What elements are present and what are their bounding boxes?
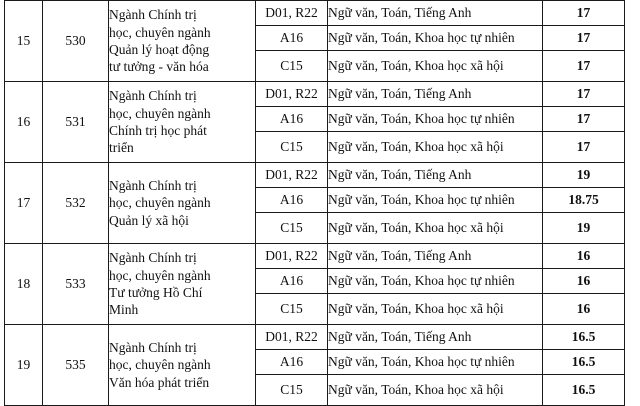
cell-benchmark-score: 16 (543, 244, 625, 269)
cell-subjects: Ngữ văn, Toán, Tiếng Anh (328, 325, 543, 350)
cell-benchmark-score: 17 (543, 1, 625, 26)
cell-subjects: Ngữ văn, Toán, Khoa học xã hội (328, 294, 543, 325)
cell-subjects: Ngữ văn, Toán, Khoa học xã hội (328, 132, 543, 163)
cell-stt: 19 (5, 325, 43, 406)
cell-stt: 16 (5, 82, 43, 163)
major-name-line: Quản lý hoạt động (109, 42, 210, 57)
cell-subject-block: C15 (256, 213, 328, 244)
cell-subject-block: C15 (256, 375, 328, 406)
cell-major-name (109, 244, 256, 325)
cell-subject-block: D01, R22 (256, 244, 328, 269)
cell-major-code: 532 (43, 163, 109, 244)
cell-major-code: 535 (43, 325, 109, 406)
cell-subjects: Ngữ văn, Toán, Khoa học tự nhiên (328, 188, 543, 213)
cell-subjects: Ngữ văn, Toán, Tiếng Anh (328, 244, 543, 269)
cell-subjects: Ngữ văn, Toán, Khoa học xã hội (328, 51, 543, 82)
cell-subject-block: C15 (256, 51, 328, 82)
cell-subjects: Ngữ văn, Toán, Tiếng Anh (328, 1, 543, 26)
major-name-line: Quản lý xã hội (109, 212, 189, 228)
cell-subjects: Ngữ văn, Toán, Khoa học tự nhiên (328, 269, 543, 294)
cell-benchmark-score: 16 (543, 269, 625, 294)
cell-benchmark-score: 16 (543, 294, 625, 325)
cell-major-name (109, 82, 256, 163)
major-name-line: học, chuyên ngành (109, 267, 211, 283)
major-name-line: học, chuyên ngành (109, 357, 211, 373)
table-row (5, 244, 625, 269)
cell-major-code: 531 (43, 82, 109, 163)
major-name-line: Minh (109, 302, 139, 318)
cell-subject-block: A16 (256, 269, 328, 294)
major-name-line: tư tưởng - văn hóa (109, 59, 209, 75)
major-name-line: Ngành Chính trị (109, 88, 197, 104)
cell-subject-block: A16 (256, 107, 328, 132)
cell-subject-block: A16 (256, 350, 328, 375)
cell-benchmark-score: 17 (543, 132, 625, 163)
cell-major-code: 533 (43, 244, 109, 325)
major-name-line: Ngành Chính trị (109, 7, 197, 23)
cell-major-name (109, 325, 256, 406)
major-name-line: Văn hóa phát triển (109, 374, 210, 390)
cell-benchmark-score: 17 (543, 26, 625, 51)
cell-benchmark-score: 17 (543, 51, 625, 82)
cell-major-name (109, 1, 256, 82)
cell-major-code: 530 (43, 1, 109, 82)
major-name-line: Tư tưởng Hồ Chí (109, 285, 203, 300)
cell-subjects: Ngữ văn, Toán, Khoa học tự nhiên (328, 350, 543, 375)
cell-benchmark-score: 19 (543, 163, 625, 188)
major-name-line: học, chuyên ngành (109, 24, 211, 40)
cell-subject-block: C15 (256, 294, 328, 325)
cell-subject-block: D01, R22 (256, 82, 328, 107)
cell-subjects: Ngữ văn, Toán, Khoa học xã hội (328, 213, 543, 244)
cell-subject-block: D01, R22 (256, 1, 328, 26)
cell-stt: 18 (5, 244, 43, 325)
cell-stt: 15 (5, 1, 43, 82)
table-row (5, 163, 625, 188)
major-name-line: Ngành Chính trị (109, 178, 197, 194)
table-row (5, 1, 625, 26)
cell-subjects: Ngữ văn, Toán, Tiếng Anh (328, 163, 543, 188)
table-row (5, 325, 625, 350)
cell-subject-block: A16 (256, 188, 328, 213)
major-name-line: Ngành Chính trị (109, 340, 197, 356)
major-name-line: Chính trị học phát (109, 123, 207, 138)
cell-benchmark-score: 16.5 (543, 375, 625, 406)
cell-subject-block: D01, R22 (256, 325, 328, 350)
cell-subjects: Ngữ văn, Toán, Khoa học xã hội (328, 375, 543, 406)
cell-benchmark-score: 17 (543, 82, 625, 107)
cell-benchmark-score: 18.75 (543, 188, 625, 213)
table-row (5, 82, 625, 107)
cell-subject-block: A16 (256, 26, 328, 51)
cell-subjects: Ngữ văn, Toán, Tiếng Anh (328, 82, 543, 107)
cell-stt: 17 (5, 163, 43, 244)
admission-score-table (4, 0, 625, 406)
cell-subject-block: D01, R22 (256, 163, 328, 188)
cell-subjects: Ngữ văn, Toán, Khoa học tự nhiên (328, 107, 543, 132)
major-name-line: triển (109, 140, 134, 156)
cell-benchmark-score: 17 (543, 107, 625, 132)
cell-benchmark-score: 19 (543, 213, 625, 244)
major-name-line: học, chuyên ngành (109, 195, 211, 211)
cell-subjects: Ngữ văn, Toán, Khoa học tự nhiên (328, 26, 543, 51)
cell-major-name (109, 163, 256, 244)
major-name-line: Ngành Chính trị (109, 250, 197, 266)
cell-benchmark-score: 16.5 (543, 350, 625, 375)
major-name-line: học, chuyên ngành (109, 105, 211, 121)
cell-subject-block: C15 (256, 132, 328, 163)
cell-benchmark-score: 16.5 (543, 325, 625, 350)
